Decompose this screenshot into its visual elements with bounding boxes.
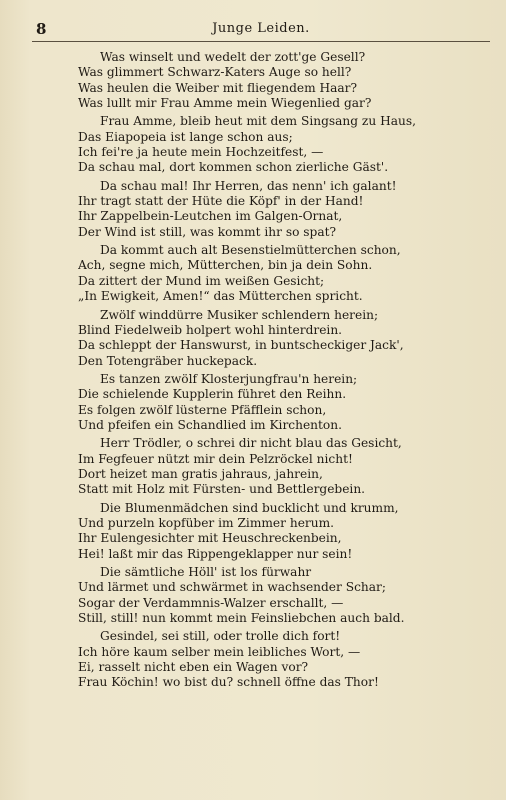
verse-line: Gesindel, sei still, oder trolle dich fort! xyxy=(100,629,341,644)
verse-line: Die schielende Kupplerin führet den Reihn. xyxy=(78,387,347,402)
verse-line: Und pfeifen ein Schandlied im Kirchenton. xyxy=(78,417,342,432)
verse-line: Dort heizet man gratis jahraus, jahrein, xyxy=(78,466,323,481)
stanza xyxy=(78,372,498,433)
verse-line: Was winselt und wedelt der zott'ge Gesell? xyxy=(100,50,366,64)
page-number: 8 xyxy=(36,20,47,38)
verse-line: Ihr tragt statt der Hüte die Köpf' in der Hand! xyxy=(78,194,364,209)
verse-line: Sogar der Verdammnis-Walzer erschallt, — xyxy=(78,595,344,610)
verse-line: Da schleppt der Hanswurst, in buntscheckiger Jack', xyxy=(78,338,404,353)
verse-line: Was glimmert Schwarz-Katers Auge so hell? xyxy=(78,65,352,80)
stanza xyxy=(78,565,498,626)
verse-line: Da zittert der Mund im weißen Gesicht; xyxy=(78,273,325,288)
verse-line: Statt mit Holz mit Fürsten- und Bettlergebein. xyxy=(78,482,366,497)
verse-line: Ach, segne mich, Mütterchen, bin ja dein Sohn. xyxy=(78,258,373,273)
verse-line: Ich fei're ja heute mein Hochzeitfest, — xyxy=(78,145,324,160)
stanza xyxy=(78,436,498,497)
verse-line: Was lullt mir Frau Amme mein Wiegenlied gar? xyxy=(78,96,372,111)
verse-line: Und lärmet und schwärmet in wachsender Schar; xyxy=(78,580,386,595)
stanza xyxy=(78,179,498,240)
verse-line: Den Totengräber huckepack. xyxy=(78,353,258,368)
verse-line: Da schau mal! Ihr Herren, das nenn' ich galant! xyxy=(100,178,397,193)
verse-line: Die Blumenmädchen sind bucklicht und krumm, xyxy=(100,500,399,515)
verse-line: Zwölf winddürre Musiker schlendern herein; xyxy=(100,307,379,322)
verse-line: Es folgen zwölf lüsterne Pfäfflein schon, xyxy=(78,402,327,417)
verse-line: Frau Köchin! wo bist du? schnell öffne das Thor! xyxy=(78,675,379,690)
verse-line: Ihr Eulengesichter mit Heuschreckenbein, xyxy=(78,531,342,546)
verse-line: Es tanzen zwölf Klosterjungfrau'n herein; xyxy=(100,371,358,386)
verse-line: Ich höre kaum selber mein leibliches Wort, — xyxy=(78,644,361,659)
verse-line: Herr Trödler, o schrei dir nicht blau das Gesicht, xyxy=(100,436,402,451)
verse-line: Da schau mal, dort kommen schon zierliche Gäst'. xyxy=(78,160,389,175)
verse-line: Blind Fiedelweib holpert wohl hinterdrein. xyxy=(78,322,343,337)
verse-line: Still, still! nun kommt mein Feinsliebchen auch bald. xyxy=(78,611,405,626)
verse-line: Was heulen die Weiber mit fliegendem Haar? xyxy=(78,80,358,95)
verse-line: „In Ewigkeit, Amen!“ das Mütterchen spricht. xyxy=(78,289,363,304)
verse-line: Im Fegfeuer nützt mir dein Pelzröckel nicht! xyxy=(78,451,353,466)
poem-body xyxy=(78,50,498,691)
verse-line: Hei! laßt mir das Rippengeklapper nur sein! xyxy=(78,546,353,561)
verse-line: Frau Amme, bleib heut mit dem Singsang zu Haus, xyxy=(100,114,416,129)
page-header xyxy=(36,20,486,42)
stanza xyxy=(78,50,498,111)
verse-line: Der Wind ist still, was kommt ihr so spat? xyxy=(78,224,337,239)
stanza xyxy=(78,629,498,690)
verse-line: Das Eiapopeia ist lange schon aus; xyxy=(78,129,293,144)
running-title: Junge Leiden. xyxy=(212,21,310,36)
header-rule xyxy=(32,41,490,42)
verse-line: Die sämtliche Höll' ist los fürwahr xyxy=(100,565,312,579)
stanza xyxy=(78,114,498,175)
verse-line: Ihr Zappelbein-Leutchen im Galgen-Ornat, xyxy=(78,209,343,224)
stanza xyxy=(78,501,498,562)
stanza xyxy=(78,243,498,304)
verse-line: Und purzeln kopfüber im Zimmer herum. xyxy=(78,515,335,530)
verse-line: Da kommt auch alt Besenstielmütterchen schon, xyxy=(100,243,401,258)
verse-line: Ei, rasselt nicht eben ein Wagen vor? xyxy=(78,660,309,675)
stanza xyxy=(78,308,498,369)
